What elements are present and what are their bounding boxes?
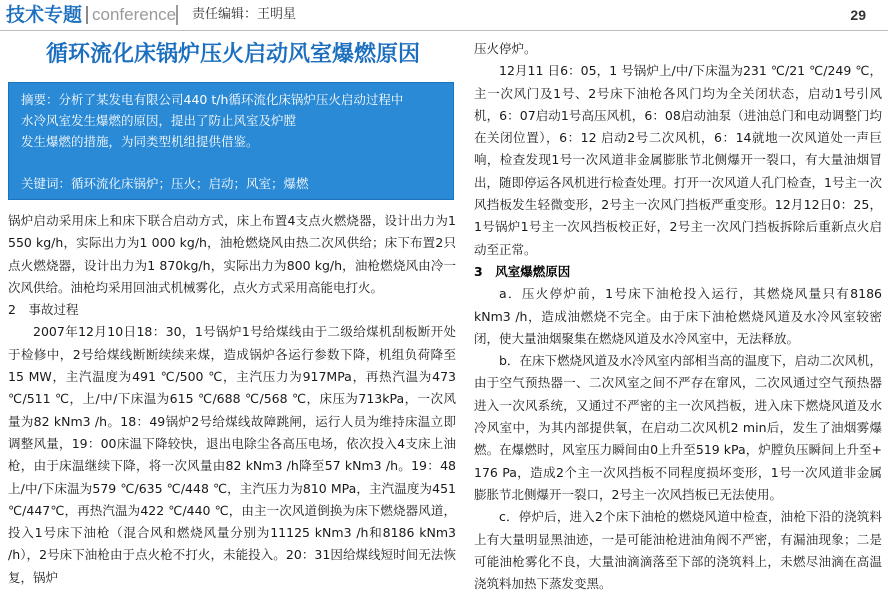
left-column (8, 210, 456, 589)
editor-divider (176, 5, 178, 25)
keywords: 关键词：循环流化床锅炉；压火；启动；风室；爆燃 (21, 176, 309, 191)
section-brand: 技术专题 (6, 4, 83, 26)
body-paragraph: 2007年12月10日18：30，1号锅炉1号给煤线由于二级给煤机刮板断开处于检修中，2号给煤线断断续续来煤，造成锅炉各运行参数下降，机组负荷降至15 MW，主汽温度为491 ℃/500 ℃，主汽压力为917MPa，再热汽温为473 ℃/511 ℃，上/中/下床温为615 ℃/688 ℃/568 ℃，床压为713kPa，一次风量为82 kNm3 /h。18：49锅炉2号给煤线故障跳闸，运行人员为维持床温立即调整风量，19：00床温下降较快，退出电除尘各高压电场，依次投入4支床上油枪，由于床温继续下降，将一次风量由82 kNm3 /h降至57 kNm3 /h。19：48 上/中/下床温为579 ℃/635 ℃/448 ℃，主汽压力为810 MPa，主汽温度为451 ℃/447℃，再热汽温为422 ℃/440 ℃，由主一次风道倒换为床下燃烧器风道，投入1号床下油枪（混合风和燃烧风量分别为11125 kNm3 /h和8186 kNm3 /h），2号床下油枪由于点火枪不打火，未能投入。20：31因给煤线短时间无法恢复，锅炉 (8, 324, 456, 585)
abstract-box (8, 82, 454, 200)
abstract-line: 水冷风室发生爆燃的原因，提出了防止风室及炉膛 (21, 113, 297, 128)
abstract-line: 发生爆燃的措施，为同类型机组提供借鉴。 (21, 134, 259, 149)
article-title: 循环流化床锅炉压火启动风室爆燃原因 (45, 42, 420, 67)
responsible-editor: 责任编辑：王明星 (192, 7, 297, 22)
section-heading: 2 事故过程 (8, 302, 79, 318)
section-brand-english: conference (92, 5, 177, 24)
body-paragraph: b．在床下燃烧风道及水冷风室内部相当高的温度下，启动二次风机，由于空气预热器一、二次风室之间不严存在窜风，二次风通过空气预热器进入一次风系统，又通过不严密的主一次风挡板，进入床下燃烧风道及水冷风室中，为其内部提供氧，在启动二次风机2 min后，发生了油烟雾爆燃。在爆燃时，风室压力瞬间由0上升至519 kPa，炉膛负压瞬间上升至+ 176 Pa，造成2个主一次风挡板不同程度损坏变形，1号一次风道非金属膨胀节北侧爆开一裂口，2号主一次风挡板已无法使用。 (474, 353, 882, 502)
body-paragraph: 压火停炉。 (474, 41, 537, 56)
section-heading: 3 风室爆燃原因 (474, 263, 571, 279)
right-column (474, 38, 882, 595)
page-number: 29 (850, 7, 866, 23)
abstract-line: 摘要：分析了某发电有限公司440 t/h循环流化床锅炉压火启动过程中 (21, 92, 404, 107)
body-paragraph: c．停炉后，进入2个床下油枪的燃烧风道中检查，油枪下沿的浇筑料上有大量明显黑油迹，一是可能油枪进油角阀不严密，有漏油现象；二是可能油枪雾化不良，大量油滴滴落至下部的浇筑料上，未燃尽油滴在高温浇筑料加热下蒸发变黑。 (474, 509, 882, 592)
body-paragraph: a．压火停炉前，1号床下油枪投入运行，其燃烧风量只有8186 kNm3 /h，造成油燃烧不完全。由于床下油枪燃烧风道及水冷风室较密闭，使大量油烟聚集在燃烧风道及水冷风室中，无法释放。 (474, 286, 882, 346)
body-paragraph: 12月11 日6：05，1 号锅炉上/中/下床温为231 ℃/21 ℃/249 ℃，主一次风门及1号、2号床下油枪各风门均为全关闭状态，启动1号引风机，6：07启动1号高压风机，6：08启动油泵（进油总门和电动调整门均在关闭位置），6：12 启动2号二次风机，6：14就地一次风道处一声巨响，检查发现1号一次风道非金属膨胀节北侧爆开一裂口，有大量油烟冒出，随即停运各风机进行检查处理。打开一次风道人孔门检查，1号主一次风挡板发生轻微变形，2号主一次风门挡板严重变形。12月12日0：25，1号锅炉1号主一次风挡板校正好，2号主一次风门挡板拆除后重新点火启动至正常。 (474, 63, 882, 257)
body-paragraph: 锅炉启动采用床上和床下联合启动方式，床上布置4支点火燃烧器，设计出力为1 550 kg/h，实际出力为1 000 kg/h，油枪燃烧风由热二次风供给；床下布置2只点火燃烧器，设计出力为1 870kg/h，实际出力为800 kg/h，油枪燃烧风由冷一次风供给。油枪均采用回油式机械雾化，点火方式采用高能电打火。 (8, 213, 456, 295)
brand-divider (86, 6, 88, 24)
header-rule (0, 30, 888, 31)
page-header (0, 0, 888, 30)
